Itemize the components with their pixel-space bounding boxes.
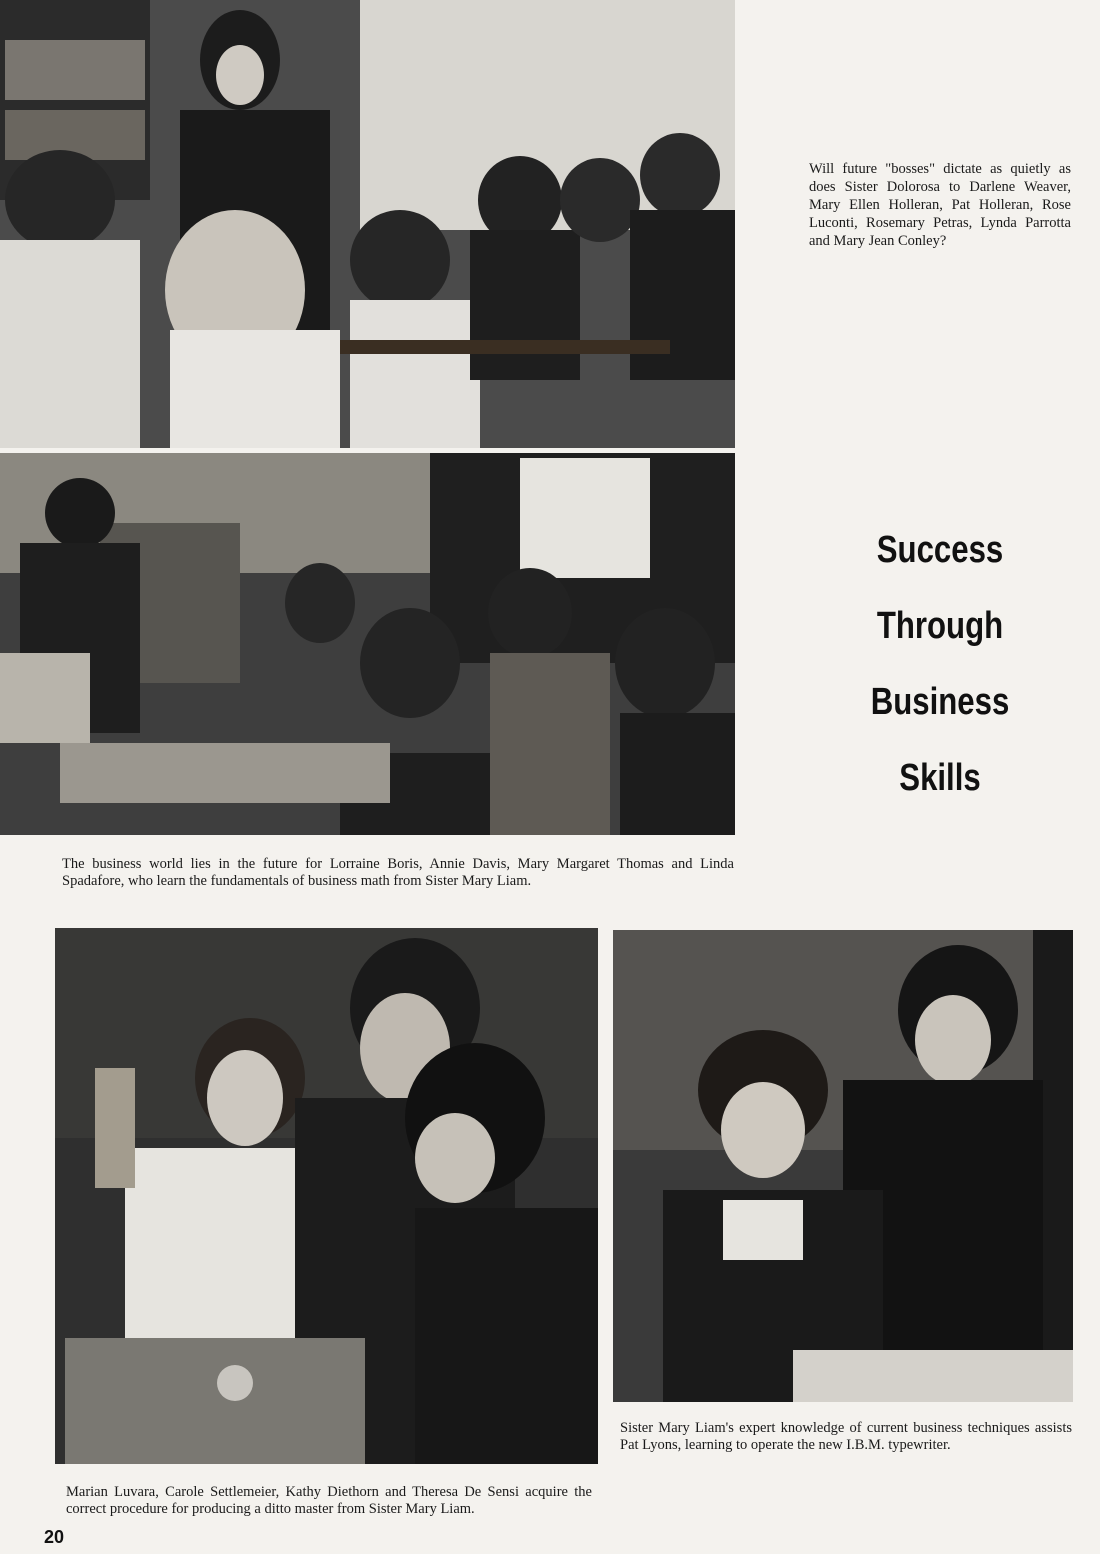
- photo-ibm-typewriter-illustration: [613, 930, 1073, 1402]
- heading-line-1: Success: [876, 529, 1004, 571]
- heading-line-2: Through: [876, 605, 1004, 647]
- photo-ditto-master-illustration: [55, 928, 598, 1464]
- photo-ibm-typewriter: [613, 930, 1073, 1402]
- photo-business-math-class: [0, 453, 735, 835]
- heading-line-4: Skills: [899, 757, 981, 799]
- photo-ditto-master: [55, 928, 598, 1464]
- page-heading: [858, 512, 1022, 816]
- photo-dictation-illustration: [0, 0, 735, 448]
- caption-ditto-master: Marian Luvara, Carole Settlemeier, Kathy Diethorn and Theresa De Sensi acquire the correct procedure for producing a ditto master from Sister Mary Liam.: [66, 1484, 592, 1517]
- caption-dictation-class: Will future "bosses" dictate as quietly as does Sister Dolorosa to Darlene Weaver, Mary Ellen Holleran, Pat Holleran, Rose Luconti, Rosemary Petras, Lynda Parrotta and Mary Jean Conley?: [809, 161, 1071, 249]
- heading-line-3: Business: [870, 681, 1010, 723]
- photo-business-math-illustration: [0, 453, 735, 835]
- caption-business-math-class: The business world lies in the future for Lorraine Boris, Annie Davis, Mary Margaret Thomas and Linda Spadafore, who learn the fundamentals of business math from Sister Mary Liam.: [62, 856, 734, 889]
- photo-dictation-class: [0, 0, 735, 448]
- caption-ibm-typewriter: Sister Mary Liam's expert knowledge of current business techniques assists Pat Lyons, learning to operate the new I.B.M. typewriter.: [620, 1420, 1072, 1453]
- page-number: 20: [44, 1527, 65, 1547]
